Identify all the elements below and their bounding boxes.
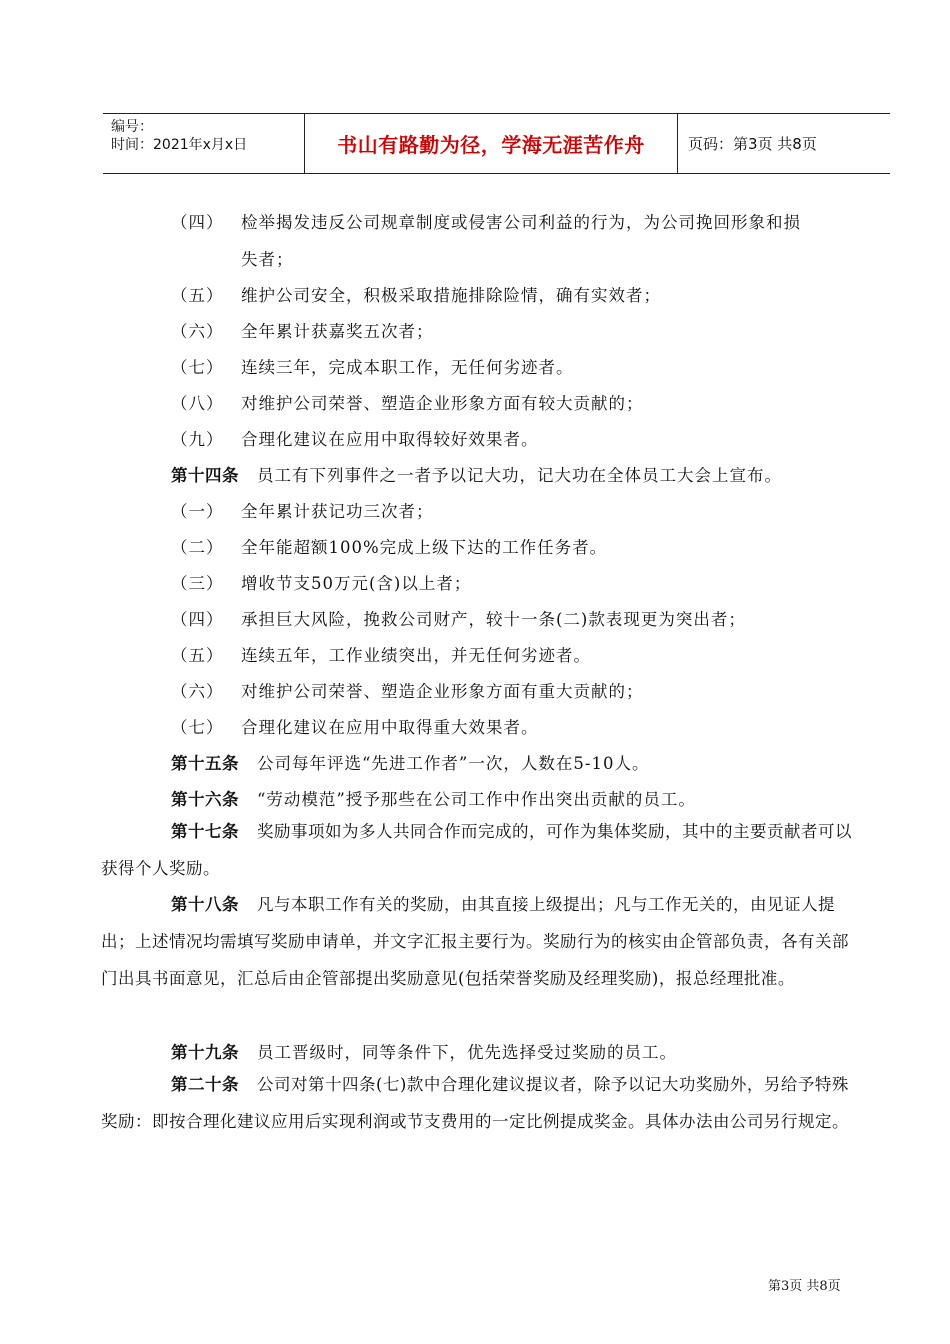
- article-title: 第二十条: [171, 1075, 239, 1094]
- article-text: 公司对第十四条(七)款中合理化建议提议者，除予以记大功奖励外，另给予特殊奖励：即按合理化建议应用后实现利润或节支费用的一定比例提成奖金。具体办法由公司另行规定。: [101, 1075, 849, 1131]
- item-continuation: 失者；: [241, 250, 294, 269]
- item-text: 对维护公司荣誉、塑造企业形象方面有较大贡献的；: [241, 394, 644, 413]
- page-footer: 第3页 共8页: [768, 1279, 841, 1294]
- header-meta: [103, 114, 305, 173]
- article-title: 第十七条: [171, 822, 239, 841]
- article-text: 凡与本职工作有关的奖励，由其直接上级提出；凡与工作无关的，由见证人提出；上述情况均需填写奖励申请单，并文字汇报主要行为。奖励行为的核实由企管部负责，各有关部门出具书面意见，汇总后由企管部提出奖励意见(包括荣誉奖励及经理奖励)，报总经理批准。: [101, 895, 849, 988]
- article-19: [171, 1039, 677, 1063]
- list-item: [171, 606, 746, 630]
- article-20: [101, 1066, 861, 1140]
- article-title: 第十四条: [171, 466, 239, 485]
- item-number: （八）: [171, 394, 224, 413]
- item-number: （六）: [171, 682, 224, 701]
- list-item: [171, 209, 801, 233]
- article-15: [171, 750, 649, 774]
- item-text: 全年能超额100%完成上级下达的工作任务者。: [241, 538, 608, 557]
- item-text: 连续三年，完成本职工作，无任何劣迹者。: [241, 358, 574, 377]
- item-text: 合理化建议在应用中取得重大效果者。: [241, 718, 539, 737]
- item-number: （三）: [171, 574, 224, 593]
- item-number: （七）: [171, 718, 224, 737]
- header-page-label: 页码：第3页 共8页: [688, 135, 817, 153]
- article-18: [101, 886, 861, 997]
- article-title: 第十六条: [171, 790, 239, 809]
- page-header: [103, 113, 890, 174]
- article-title: 第十九条: [171, 1043, 239, 1062]
- article-text: 奖励事项如为多人共同合作而完成的，可作为集体奖励，其中的主要贡献者可以获得个人奖励。: [101, 822, 852, 878]
- item-number: （二）: [171, 538, 224, 557]
- list-item: [171, 714, 539, 738]
- item-number: （四）: [171, 213, 224, 232]
- article-text: 公司每年评选“先进工作者”一次，人数在5-10人。: [257, 754, 650, 773]
- article-title: 第十五条: [171, 754, 239, 773]
- article-17: [101, 813, 861, 887]
- article-text: 员工有下列事件之一者予以记大功，记大功在全体员工大会上宣布。: [257, 466, 782, 485]
- item-number: （一）: [171, 502, 224, 521]
- item-number: （五）: [171, 646, 224, 665]
- item-text: 承担巨大风险，挽救公司财产，较十一条(二)款表现更为突出者；: [241, 610, 746, 629]
- item-number: （六）: [171, 322, 224, 341]
- time-label: 时间：2021年x月x日: [111, 137, 248, 153]
- item-text: 连续五年，工作业绩突出，并无任何劣迹者。: [241, 646, 591, 665]
- item-text: 增收节支50万元(含)以上者；: [241, 574, 472, 593]
- list-item: [171, 318, 434, 342]
- list-item: [171, 498, 434, 522]
- header-motto: 书山有路勤为径，学海无涯苦作舟: [305, 114, 678, 173]
- list-item: [171, 678, 644, 702]
- item-text: 对维护公司荣誉、塑造企业形象方面有重大贡献的；: [241, 682, 644, 701]
- item-text: 维护公司安全，积极采取措施排除险情，确有实效者；: [241, 286, 661, 305]
- list-item: [171, 426, 539, 450]
- list-item: [171, 282, 661, 306]
- article-16: [171, 786, 696, 810]
- item-number: （七）: [171, 358, 224, 377]
- article-text: 员工晋级时，同等条件下，优先选择受过奖励的员工。: [257, 1043, 677, 1062]
- item-text: 合理化建议在应用中取得较好效果者。: [241, 430, 539, 449]
- article-text: “劳动模范”授予那些在公司工作中作出突出贡献的员工。: [257, 790, 696, 809]
- list-item: [171, 390, 644, 414]
- item-text: 检举揭发违反公司规章制度或侵害公司利益的行为，为公司挽回形象和损: [241, 213, 801, 232]
- item-number: （九）: [171, 430, 224, 449]
- item-text: 全年累计获记功三次者；: [241, 502, 434, 521]
- list-item: [171, 354, 574, 378]
- item-number: （五）: [171, 286, 224, 305]
- item-number: （四）: [171, 610, 224, 629]
- article-title: 第十八条: [171, 895, 239, 914]
- list-item: [171, 534, 607, 558]
- list-item: [171, 642, 591, 666]
- list-item: [171, 570, 471, 594]
- article-14: [171, 462, 782, 486]
- item-text: 全年累计获嘉奖五次者；: [241, 322, 434, 341]
- number-label: 编号：: [111, 119, 153, 135]
